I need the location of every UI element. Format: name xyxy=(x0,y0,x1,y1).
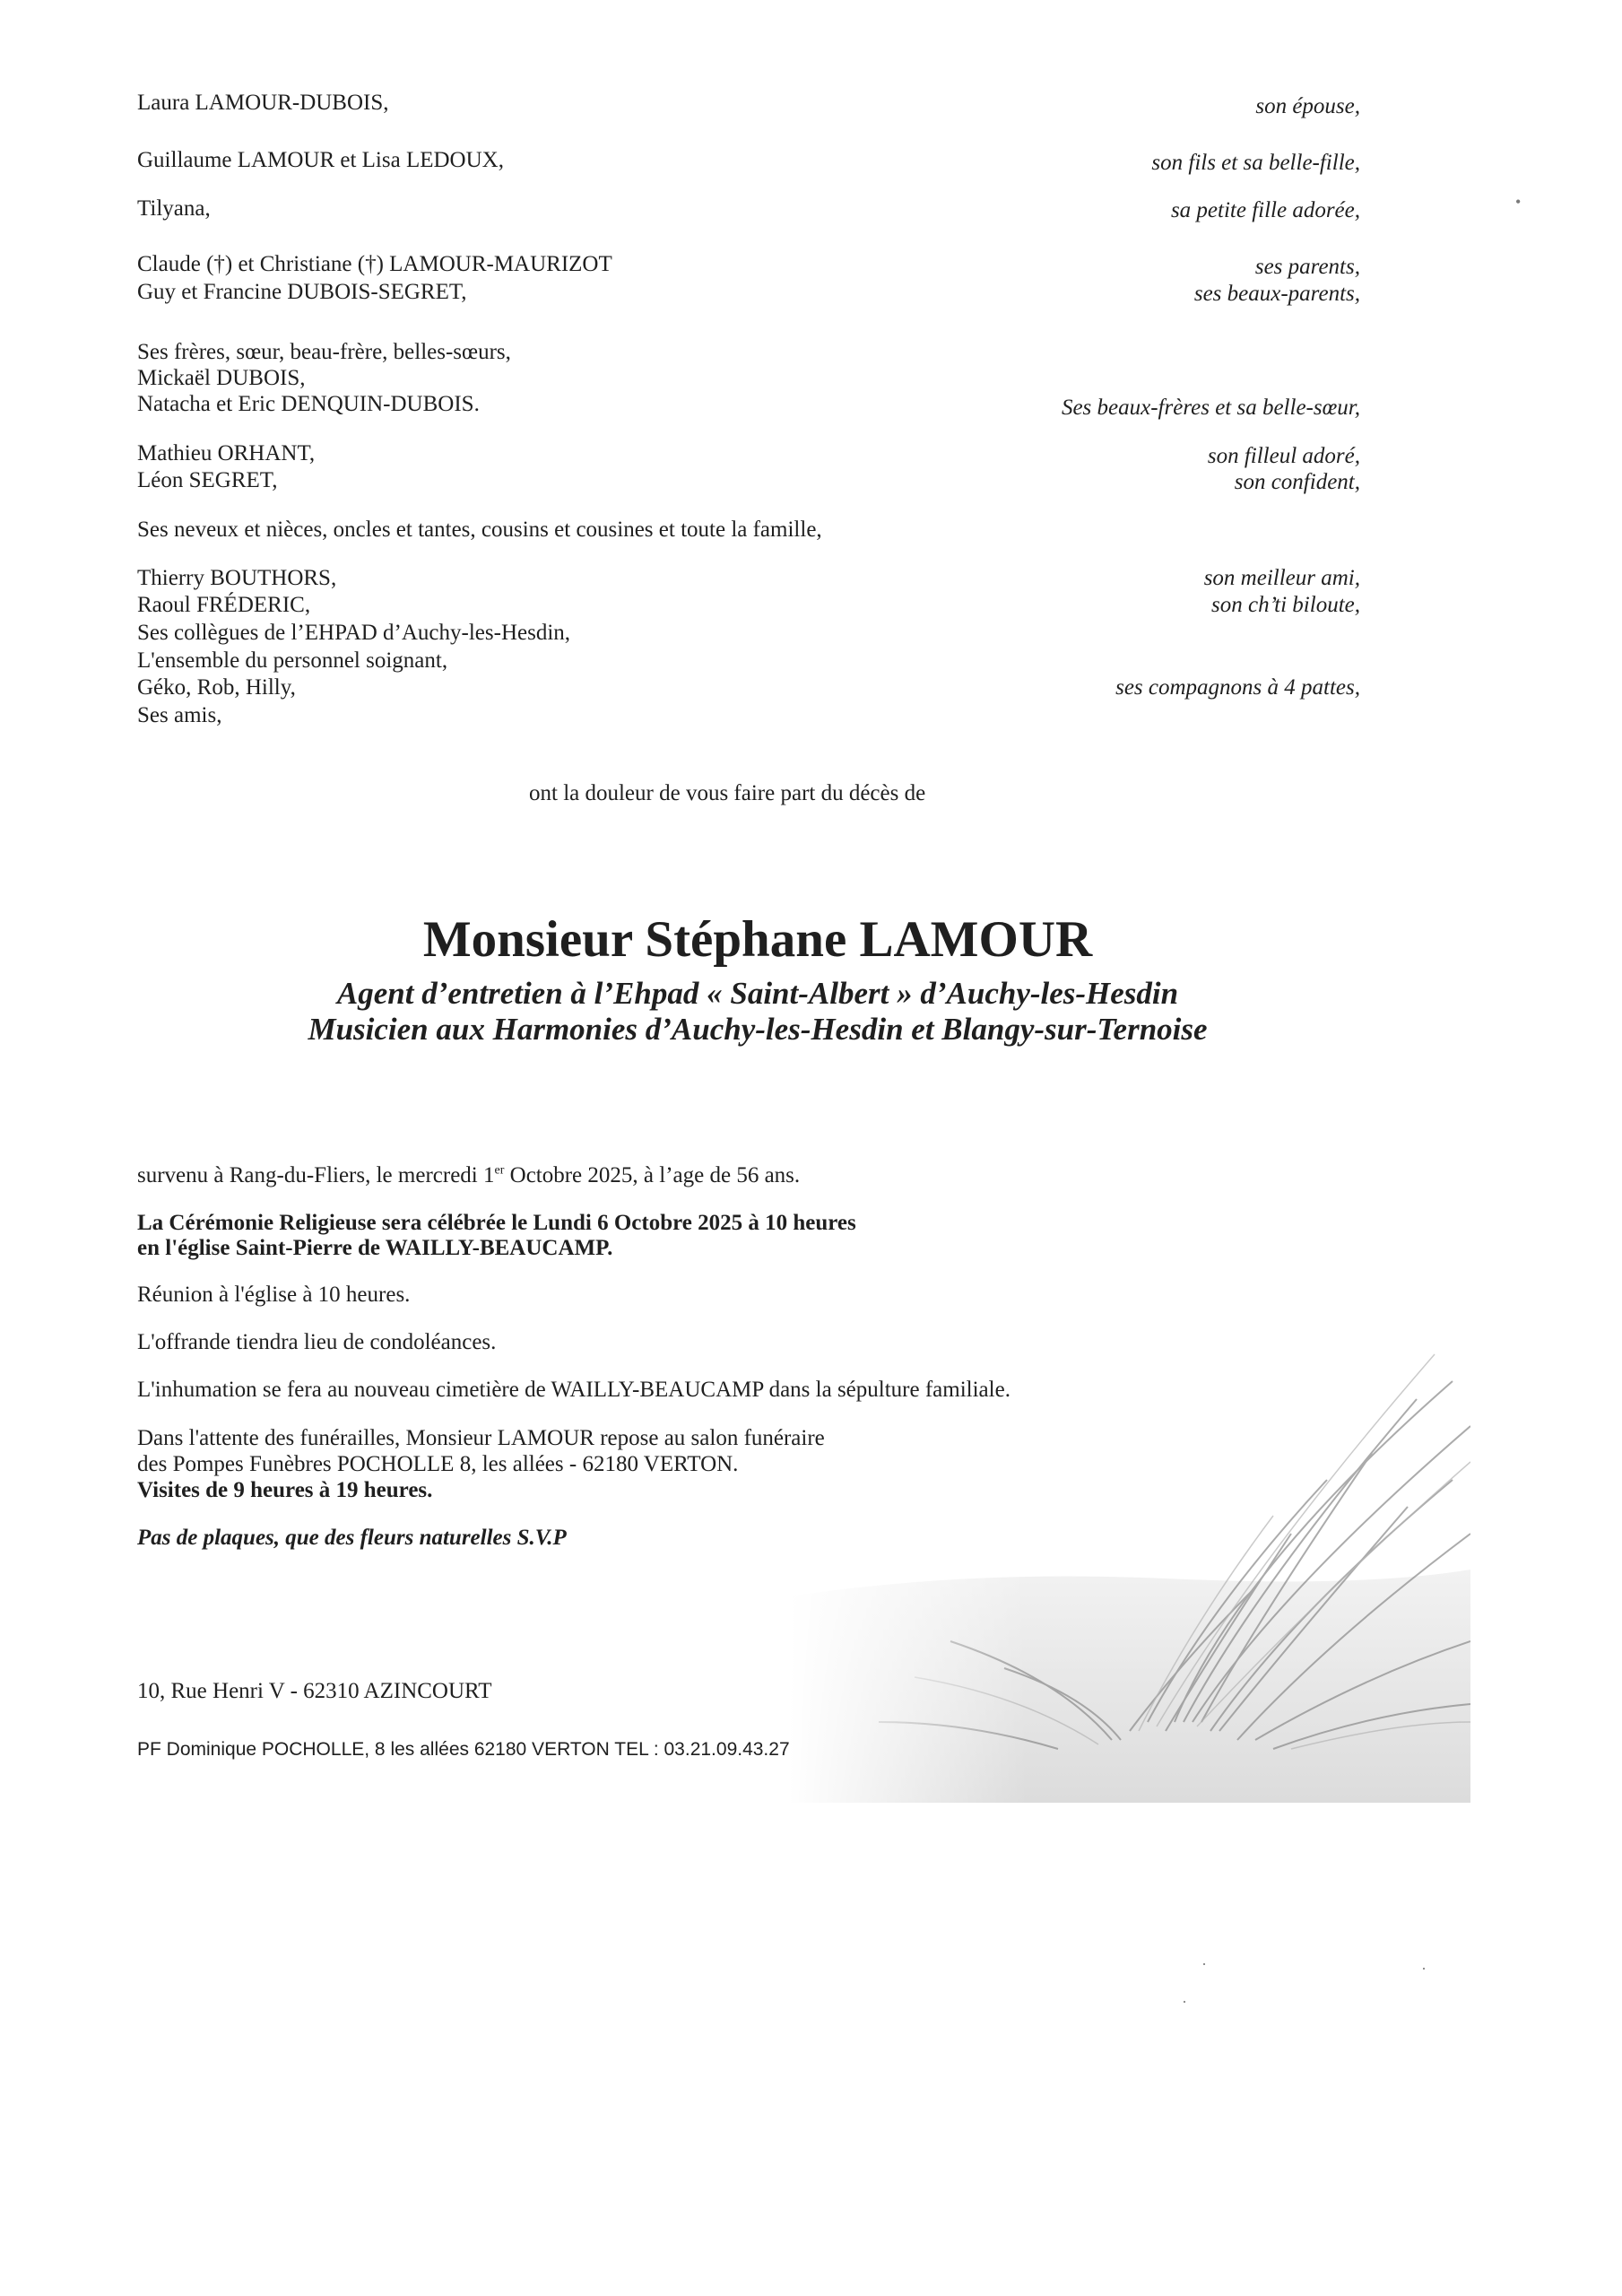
family-relation: son ch’ti biloute, xyxy=(1211,593,1360,617)
ceremony-line-2: en l'église Saint-Pierre de WAILLY-BEAUCAMP. xyxy=(137,1236,613,1260)
funeral-home-flowers: Pas de plaques, que des fleurs naturelles S.V.P xyxy=(137,1526,567,1550)
deceased-role-2: Musicien aux Harmonies d’Auchy-les-Hesdin et Blangy-sur-Ternoise xyxy=(308,1012,1208,1047)
family-relation: sa petite fille adorée, xyxy=(1170,198,1360,222)
family-name: Thierry BOUTHORS, xyxy=(137,566,337,590)
deceased-role-1: Agent d’entretien à l’Ehpad « Saint-Albert » d’Auchy-les-Hesdin xyxy=(336,976,1179,1011)
family-relation: son épouse, xyxy=(1255,94,1360,118)
scan-speck: · xyxy=(1182,1993,1187,2011)
family-name: Guy et Francine DUBOIS-SEGRET, xyxy=(137,280,467,304)
scan-speck: • xyxy=(1515,193,1522,211)
death-ordinal: er xyxy=(494,1163,505,1178)
dune-grass-illustration xyxy=(789,1300,1470,1803)
death-text-before: survenu à Rang-du-Fliers, le mercredi 1 xyxy=(137,1163,495,1187)
funeral-director-footer: PF Dominique POCHOLLE, 8 les allées 62180 VERTON TEL : 03.21.09.43.27 xyxy=(137,1739,790,1760)
family-name: Mathieu ORHANT, xyxy=(137,441,316,465)
family-name: Raoul FRÉDERIC, xyxy=(137,593,311,617)
deceased-name: Monsieur Stéphane LAMOUR xyxy=(422,911,1093,968)
family-name: Ses frères, sœur, beau-frère, belles-sœurs, xyxy=(137,340,511,364)
death-text-after: Octobre 2025, à l’age de 56 ans. xyxy=(504,1163,801,1187)
ceremony-offering: L'offrande tiendra lieu de condoléances. xyxy=(137,1330,497,1354)
ceremony-burial: L'inhumation se fera au nouveau cimetière de WAILLY-BEAUCAMP dans la sépulture familiale. xyxy=(137,1378,1010,1402)
family-address: 10, Rue Henri V - 62310 AZINCOURT xyxy=(137,1679,492,1703)
scan-speck: · xyxy=(1421,1960,1427,1978)
family-name: Ses neveux et nièces, oncles et tantes, cousins et cousines et toute la famille, xyxy=(137,517,822,542)
family-name: Guillaume LAMOUR et Lisa LEDOUX, xyxy=(137,148,504,172)
family-relation: son meilleur ami, xyxy=(1203,566,1360,590)
family-relation: son filleul adoré, xyxy=(1207,444,1360,468)
funeral-home-visits: Visites de 9 heures à 19 heures. xyxy=(137,1478,433,1502)
family-name: Ses collègues de l’EHPAD d’Auchy-les-Hesdin, xyxy=(137,621,571,645)
funeral-home-line-1: Dans l'attente des funérailles, Monsieur LAMOUR repose au salon funéraire xyxy=(137,1426,825,1450)
ceremony-line-1: La Cérémonie Religieuse sera célébrée le Lundi 6 Octobre 2025 à 10 heures xyxy=(137,1211,856,1235)
funeral-home-line-2: des Pompes Funèbres POCHOLLE 8, les allées - 62180 VERTON. xyxy=(137,1452,739,1476)
scan-speck: · xyxy=(1201,1955,1207,1973)
family-relation: son fils et sa belle-fille, xyxy=(1151,151,1360,175)
family-relation: ses compagnons à 4 pattes, xyxy=(1115,675,1360,700)
family-relation: ses parents, xyxy=(1254,255,1360,279)
family-name: Géko, Rob, Hilly, xyxy=(137,675,296,700)
ceremony-meeting: Réunion à l'église à 10 heures. xyxy=(137,1283,411,1307)
family-name: Claude (†) et Christiane (†) LAMOUR-MAURIZOT xyxy=(137,252,612,276)
announcement: ont la douleur de vous faire part du décès de xyxy=(529,781,926,805)
family-name: Ses amis, xyxy=(137,703,222,727)
family-relation: son confident, xyxy=(1234,470,1360,494)
family-name: Natacha et Eric DENQUIN-DUBOIS. xyxy=(137,392,480,416)
family-relation: ses beaux-parents, xyxy=(1193,282,1360,306)
family-name: Léon SEGRET, xyxy=(137,468,278,492)
family-name: Laura LAMOUR-DUBOIS, xyxy=(137,91,389,115)
family-name: Tilyana, xyxy=(137,196,211,221)
family-name: Mickaël DUBOIS, xyxy=(137,366,306,390)
death-details xyxy=(137,1162,800,1189)
family-name: L'ensemble du personnel soignant, xyxy=(137,648,448,673)
family-relation: Ses beaux-frères et sa belle-sœur, xyxy=(1061,396,1360,420)
